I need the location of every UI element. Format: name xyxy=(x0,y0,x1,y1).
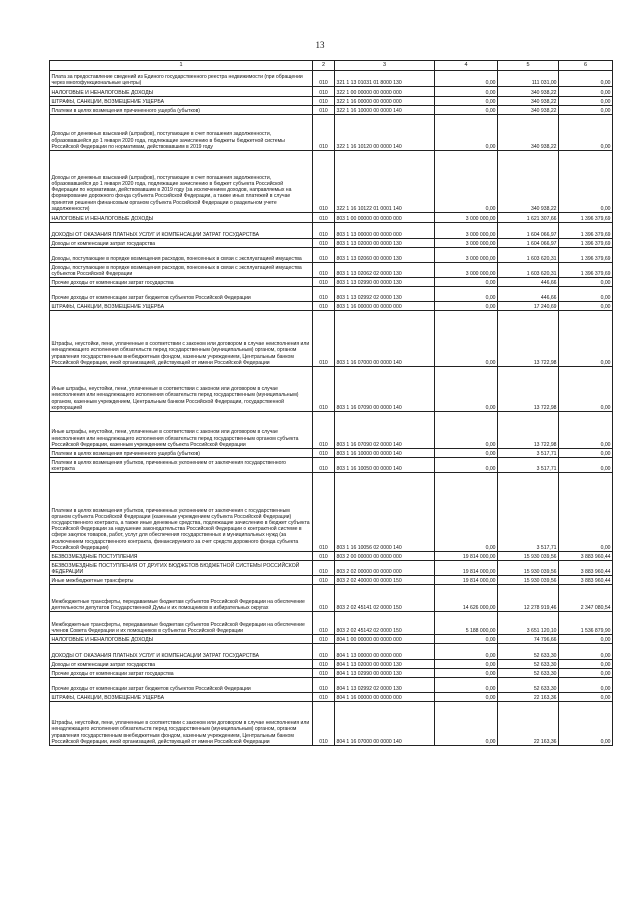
budget-classification-code: 322 1 00 00000 00 0000 000 xyxy=(335,87,435,97)
approved-plan: 0,00 xyxy=(435,678,498,693)
approved-plan: 0,00 xyxy=(435,458,498,473)
approved-plan: 0,00 xyxy=(435,367,498,412)
unexecuted-amount: 0,00 xyxy=(559,473,613,552)
table-row xyxy=(50,115,613,151)
unexecuted-amount: 3 883 960,44 xyxy=(559,576,613,585)
unexecuted-amount: 0,00 xyxy=(559,302,613,311)
budget-classification-code: 804 1 13 02000 00 0000 130 xyxy=(335,660,435,669)
unexecuted-amount: 0,00 xyxy=(559,458,613,473)
budget-classification-code: 803 2 00 00000 00 0000 000 xyxy=(335,552,435,561)
executed-amount: 22 163,36 xyxy=(498,702,559,746)
unexecuted-amount: 0,00 xyxy=(559,278,613,287)
income-name: Прочие доходы от компенсации затрат государства xyxy=(50,278,313,287)
table-row xyxy=(50,71,613,87)
executed-amount: 13 722,98 xyxy=(498,412,559,449)
approved-plan: 3 000 000,00 xyxy=(435,213,498,223)
unexecuted-amount: 3 883 960,44 xyxy=(559,552,613,561)
table-row xyxy=(50,239,613,248)
executed-amount: 446,66 xyxy=(498,287,559,302)
approved-plan: 0,00 xyxy=(435,151,498,213)
budget-classification-code: 322 1 16 10122 01 0001 140 xyxy=(335,151,435,213)
income-name: Доходы, поступающие в порядке возмещения расходов, понесенных в связи с эксплуатацией имущества субъектов Российской Федерации xyxy=(50,263,313,278)
table-header-row xyxy=(50,61,613,71)
income-name: ДОХОДЫ ОТ ОКАЗАНИЯ ПЛАТНЫХ УСЛУГ И КОМПЕНСАЦИИ ЗАТРАТ ГОСУДАРСТВА xyxy=(50,223,313,239)
unexecuted-amount: 0,00 xyxy=(559,678,613,693)
executed-amount: 22 163,36 xyxy=(498,693,559,702)
table-row xyxy=(50,449,613,458)
line-code: 010 xyxy=(313,702,335,746)
budget-classification-code: 803 2 02 45142 02 0000 150 xyxy=(335,612,435,635)
line-code: 010 xyxy=(313,263,335,278)
executed-amount: 1 604 066,97 xyxy=(498,223,559,239)
budget-classification-code: 803 1 16 07000 00 0000 140 xyxy=(335,311,435,367)
budget-classification-code: 321 1 13 01031 01 8000 130 xyxy=(335,71,435,87)
unexecuted-amount: 0,00 xyxy=(559,669,613,678)
line-code: 010 xyxy=(313,612,335,635)
approved-plan: 19 814 000,00 xyxy=(435,561,498,576)
budget-classification-code: 804 1 00 00000 00 0000 000 xyxy=(335,635,435,644)
unexecuted-amount: 0,00 xyxy=(559,644,613,660)
table-row xyxy=(50,311,613,367)
line-code: 010 xyxy=(313,239,335,248)
approved-plan: 0,00 xyxy=(435,635,498,644)
line-code: 010 xyxy=(313,71,335,87)
budget-classification-code: 803 1 13 02992 02 0000 130 xyxy=(335,287,435,302)
income-name: Платежи в целях возмещения убытков, причиненных уклонением от заключения государственного контракта xyxy=(50,458,313,473)
approved-plan: 0,00 xyxy=(435,644,498,660)
unexecuted-amount: 1 536 879,90 xyxy=(559,612,613,635)
line-code: 010 xyxy=(313,87,335,97)
executed-amount: 13 722,98 xyxy=(498,367,559,412)
approved-plan: 0,00 xyxy=(435,702,498,746)
budget-classification-code: 804 1 13 02990 00 0000 130 xyxy=(335,669,435,678)
line-code: 010 xyxy=(313,367,335,412)
table-row xyxy=(50,223,613,239)
executed-amount: 15 930 039,56 xyxy=(498,576,559,585)
line-code: 010 xyxy=(313,106,335,115)
executed-amount: 13 722,98 xyxy=(498,311,559,367)
budget-classification-code: 803 1 16 10056 02 0000 140 xyxy=(335,473,435,552)
table-row xyxy=(50,151,613,213)
table-row xyxy=(50,635,613,644)
line-code: 010 xyxy=(313,635,335,644)
line-code: 010 xyxy=(313,213,335,223)
table-row xyxy=(50,644,613,660)
income-name: Доходы, поступающие в порядке возмещения расходов, понесенных в связи с эксплуатацией имущества xyxy=(50,248,313,263)
approved-plan: 0,00 xyxy=(435,287,498,302)
line-code: 010 xyxy=(313,449,335,458)
approved-plan: 5 188 000,00 xyxy=(435,612,498,635)
income-name: Платежи в целях возмещения причиненного ущерба (убытков) xyxy=(50,449,313,458)
line-code: 010 xyxy=(313,552,335,561)
executed-amount: 12 278 919,46 xyxy=(498,585,559,612)
budget-classification-code: 803 1 16 07090 02 0000 140 xyxy=(335,412,435,449)
table-row xyxy=(50,561,613,576)
unexecuted-amount: 1 396 379,69 xyxy=(559,223,613,239)
line-code: 010 xyxy=(313,287,335,302)
executed-amount: 1 603 620,31 xyxy=(498,263,559,278)
line-code: 010 xyxy=(313,678,335,693)
line-code: 010 xyxy=(313,561,335,576)
table-row xyxy=(50,678,613,693)
budget-classification-code: 804 1 16 07000 00 0000 140 xyxy=(335,702,435,746)
executed-amount: 3 517,71 xyxy=(498,458,559,473)
unexecuted-amount: 0,00 xyxy=(559,287,613,302)
approved-plan: 3 000 000,00 xyxy=(435,263,498,278)
unexecuted-amount: 1 396 379,69 xyxy=(559,213,613,223)
unexecuted-amount: 0,00 xyxy=(559,87,613,97)
executed-amount: 74 796,66 xyxy=(498,635,559,644)
income-name: ШТРАФЫ, САНКЦИИ, ВОЗМЕЩЕНИЕ УЩЕРБА xyxy=(50,97,313,106)
table-row xyxy=(50,473,613,552)
income-name: НАЛОГОВЫЕ И НЕНАЛОГОВЫЕ ДОХОДЫ xyxy=(50,87,313,97)
income-name: Доходы от компенсации затрат государства xyxy=(50,660,313,669)
executed-amount: 340 938,22 xyxy=(498,151,559,213)
executed-amount: 52 633,30 xyxy=(498,644,559,660)
approved-plan: 0,00 xyxy=(435,97,498,106)
approved-plan: 14 626 000,00 xyxy=(435,585,498,612)
table-row xyxy=(50,412,613,449)
executed-amount: 340 938,22 xyxy=(498,87,559,97)
budget-classification-code: 803 1 16 07090 00 0000 140 xyxy=(335,367,435,412)
approved-plan: 0,00 xyxy=(435,278,498,287)
approved-plan: 0,00 xyxy=(435,412,498,449)
executed-amount: 1 603 620,31 xyxy=(498,248,559,263)
column-header: 5 xyxy=(498,61,559,71)
table-row xyxy=(50,367,613,412)
budget-classification-code: 322 1 16 10120 00 0000 140 xyxy=(335,115,435,151)
income-name: Иные межбюджетные трансферты xyxy=(50,576,313,585)
unexecuted-amount: 0,00 xyxy=(559,412,613,449)
budget-classification-code: 803 1 13 02062 02 0000 130 xyxy=(335,263,435,278)
approved-plan: 0,00 xyxy=(435,660,498,669)
approved-plan: 0,00 xyxy=(435,106,498,115)
budget-classification-code: 803 1 13 00000 00 0000 000 xyxy=(335,223,435,239)
table-row xyxy=(50,302,613,311)
unexecuted-amount: 1 396 379,69 xyxy=(559,263,613,278)
budget-classification-code: 803 1 13 02990 00 0000 130 xyxy=(335,278,435,287)
executed-amount: 1 621 307,66 xyxy=(498,213,559,223)
budget-classification-code: 803 2 02 40000 00 0000 150 xyxy=(335,576,435,585)
approved-plan: 3 000 000,00 xyxy=(435,248,498,263)
unexecuted-amount: 0,00 xyxy=(559,449,613,458)
table-row xyxy=(50,287,613,302)
line-code: 010 xyxy=(313,278,335,287)
line-code: 010 xyxy=(313,302,335,311)
table-row xyxy=(50,660,613,669)
line-code: 010 xyxy=(313,151,335,213)
table-row xyxy=(50,669,613,678)
executed-amount: 52 633,30 xyxy=(498,660,559,669)
budget-classification-code: 804 1 16 00000 00 0000 000 xyxy=(335,693,435,702)
approved-plan: 3 000 000,00 xyxy=(435,223,498,239)
line-code: 010 xyxy=(313,97,335,106)
table-row xyxy=(50,97,613,106)
approved-plan: 0,00 xyxy=(435,71,498,87)
executed-amount: 15 930 039,56 xyxy=(498,552,559,561)
table-row xyxy=(50,248,613,263)
table-row xyxy=(50,693,613,702)
income-name: ШТРАФЫ, САНКЦИИ, ВОЗМЕЩЕНИЕ УЩЕРБА xyxy=(50,302,313,311)
line-code: 010 xyxy=(313,311,335,367)
line-code: 010 xyxy=(313,669,335,678)
table-row xyxy=(50,87,613,97)
unexecuted-amount: 0,00 xyxy=(559,106,613,115)
unexecuted-amount: 0,00 xyxy=(559,702,613,746)
budget-classification-code: 804 1 13 02992 02 0000 130 xyxy=(335,678,435,693)
unexecuted-amount: 0,00 xyxy=(559,115,613,151)
approved-plan: 0,00 xyxy=(435,473,498,552)
income-name: Прочие доходы от компенсации затрат бюджетов субъектов Российской Федерации xyxy=(50,678,313,693)
income-name: Штрафы, неустойки, пени, уплаченные в соответствии с законом или договором в случае неисполнения или ненадлежащего исполнения обязательств перед государственным (муниципальным) органом, органом управления государственным внебюджетным фондом, казенным учреждением, Центральным банком Российской Федерации, иной организацией, действующей от имени Российской Федерации xyxy=(50,311,313,367)
column-header: 1 xyxy=(50,61,313,71)
table-row xyxy=(50,576,613,585)
income-name: ШТРАФЫ, САНКЦИИ, ВОЗМЕЩЕНИЕ УЩЕРБА xyxy=(50,693,313,702)
line-code: 010 xyxy=(313,115,335,151)
table-row xyxy=(50,585,613,612)
approved-plan: 0,00 xyxy=(435,669,498,678)
unexecuted-amount: 1 396 379,69 xyxy=(559,248,613,263)
income-name: Доходы от денежных взысканий (штрафов), поступающие в счет погашения задолженности, образовавшейся до 1 января 2020 года, подлежащие зачислению в бюджеты бюджетной системы Российской Федерации по нормативам, действовавшим в 2019 году xyxy=(50,115,313,151)
unexecuted-amount: 0,00 xyxy=(559,635,613,644)
income-name: НАЛОГОВЫЕ И НЕНАЛОГОВЫЕ ДОХОДЫ xyxy=(50,213,313,223)
executed-amount: 446,66 xyxy=(498,278,559,287)
approved-plan: 0,00 xyxy=(435,693,498,702)
executed-amount: 17 240,69 xyxy=(498,302,559,311)
unexecuted-amount: 0,00 xyxy=(559,151,613,213)
budget-classification-code: 803 1 16 10050 00 0000 140 xyxy=(335,458,435,473)
budget-classification-code: 803 2 02 00000 00 0000 000 xyxy=(335,561,435,576)
income-name: Межбюджетные трансферты, передаваемые бюджетам субъектов Российской Федерации на обеспечение деятельности депутатов Государственной Думы и их помощников в избирательных округах xyxy=(50,585,313,612)
column-header: 2 xyxy=(313,61,335,71)
approved-plan: 19 814 000,00 xyxy=(435,576,498,585)
budget-classification-code: 803 1 16 00000 00 0000 000 xyxy=(335,302,435,311)
page-number: 13 xyxy=(315,40,325,50)
column-header: 6 xyxy=(559,61,613,71)
unexecuted-amount: 0,00 xyxy=(559,97,613,106)
column-header: 3 xyxy=(335,61,435,71)
table-row xyxy=(50,458,613,473)
unexecuted-amount: 3 883 960,44 xyxy=(559,561,613,576)
budget-classification-code: 803 1 13 02060 00 0000 130 xyxy=(335,248,435,263)
unexecuted-amount: 1 396 379,69 xyxy=(559,239,613,248)
income-name: Доходы от денежных взысканий (штрафов), поступающие в счет погашения задолженности, образовавшейся до 1 января 2020 года, подлежащие зачислению в бюджет субъекта Российской Федерации по нормативам, действовавшим в 2019 году (за исключением доходов, направляемых на формирование дорожного фонда субъекта Российской Федерации, а также иных платежей в случае принятия решения финансовым органом субъекта Российской Федерации о раздельном учете задолженности) xyxy=(50,151,313,213)
income-name: Межбюджетные трансферты, передаваемые бюджетам субъектов Российской Федерации на обеспечение членов Совета Федерации и их помощников в субъектах Российской Федерации xyxy=(50,612,313,635)
approved-plan: 0,00 xyxy=(435,302,498,311)
table-row xyxy=(50,213,613,223)
income-name: Платежи в целях возмещения убытков, причиненных уклонением от заключения с государственным органом субъекта Российской Федерации (казенным учреждением субъекта Российской Федерации) государственного контракта, а также иные денежные средства, подлежащие зачислению в бюджет субъекта Российской Федерации за нарушение законодательства Российской Федерации о контрактной системе в сфере закупок товаров, работ, услуг для обеспечения государственных и муниципальных нужд (за исключением государственного контракта, финансируемого за счет средств дорожного фонда субъекта Российской Федерации) xyxy=(50,473,313,552)
budget-classification-code: 804 1 13 00000 00 0000 000 xyxy=(335,644,435,660)
approved-plan: 0,00 xyxy=(435,449,498,458)
revenue-table xyxy=(49,60,613,746)
approved-plan: 19 814 000,00 xyxy=(435,552,498,561)
income-name: БЕЗВОЗМЕЗДНЫЕ ПОСТУПЛЕНИЯ ОТ ДРУГИХ БЮДЖЕТОВ БЮДЖЕТНОЙ СИСТЕМЫ РОССИЙСКОЙ ФЕДЕРАЦИИ xyxy=(50,561,313,576)
income-name: Доходы от компенсации затрат государства xyxy=(50,239,313,248)
line-code: 010 xyxy=(313,223,335,239)
executed-amount: 3 651 120,10 xyxy=(498,612,559,635)
unexecuted-amount: 2 347 080,54 xyxy=(559,585,613,612)
table-row xyxy=(50,612,613,635)
budget-classification-code: 803 2 02 45141 02 0000 150 xyxy=(335,585,435,612)
approved-plan: 0,00 xyxy=(435,115,498,151)
table-row xyxy=(50,702,613,746)
table-row xyxy=(50,263,613,278)
unexecuted-amount: 0,00 xyxy=(559,71,613,87)
unexecuted-amount: 0,00 xyxy=(559,367,613,412)
income-name: Прочие доходы от компенсации затрат бюджетов субъектов Российской Федерации xyxy=(50,287,313,302)
budget-classification-code: 803 1 16 10000 00 0000 140 xyxy=(335,449,435,458)
executed-amount: 340 938,22 xyxy=(498,106,559,115)
table-row xyxy=(50,278,613,287)
executed-amount: 3 517,71 xyxy=(498,449,559,458)
unexecuted-amount: 0,00 xyxy=(559,660,613,669)
income-name: Плата за предоставление сведений из Единого государственного реестра недвижимости (при обращении через многофункциональные центры) xyxy=(50,71,313,87)
income-name: Иные штрафы, неустойки, пени, уплаченные в соответствии с законом или договором в случае неисполнения или ненадлежащего исполнения обязательств перед государственным органом субъекта Российской Федерации, казенным учреждением субъекта Российской Федерации xyxy=(50,412,313,449)
line-code: 010 xyxy=(313,412,335,449)
line-code: 010 xyxy=(313,660,335,669)
executed-amount: 15 930 039,56 xyxy=(498,561,559,576)
executed-amount: 111 031,00 xyxy=(498,71,559,87)
line-code: 010 xyxy=(313,458,335,473)
executed-amount: 52 633,30 xyxy=(498,669,559,678)
column-header: 4 xyxy=(435,61,498,71)
executed-amount: 340 938,22 xyxy=(498,115,559,151)
line-code: 010 xyxy=(313,585,335,612)
budget-classification-code: 322 1 16 10000 00 0000 140 xyxy=(335,106,435,115)
line-code: 010 xyxy=(313,644,335,660)
executed-amount: 3 517,71 xyxy=(498,473,559,552)
executed-amount: 1 604 066,97 xyxy=(498,239,559,248)
budget-classification-code: 803 1 00 00000 00 0000 000 xyxy=(335,213,435,223)
income-name: Прочие доходы от компенсации затрат государства xyxy=(50,669,313,678)
approved-plan: 0,00 xyxy=(435,311,498,367)
income-name: БЕЗВОЗМЕЗДНЫЕ ПОСТУПЛЕНИЯ xyxy=(50,552,313,561)
table-row xyxy=(50,106,613,115)
unexecuted-amount: 0,00 xyxy=(559,693,613,702)
line-code: 010 xyxy=(313,248,335,263)
executed-amount: 340 938,22 xyxy=(498,97,559,106)
line-code: 010 xyxy=(313,693,335,702)
income-name: НАЛОГОВЫЕ И НЕНАЛОГОВЫЕ ДОХОДЫ xyxy=(50,635,313,644)
line-code: 010 xyxy=(313,576,335,585)
unexecuted-amount: 0,00 xyxy=(559,311,613,367)
line-code: 010 xyxy=(313,473,335,552)
budget-classification-code: 803 1 13 02000 00 0000 130 xyxy=(335,239,435,248)
table-row xyxy=(50,552,613,561)
approved-plan: 0,00 xyxy=(435,87,498,97)
income-name: ДОХОДЫ ОТ ОКАЗАНИЯ ПЛАТНЫХ УСЛУГ И КОМПЕНСАЦИИ ЗАТРАТ ГОСУДАРСТВА xyxy=(50,644,313,660)
income-name: Иные штрафы, неустойки, пени, уплаченные в соответствии с законом или договором в случае неисполнения или ненадлежащего исполнения обязательств перед государственным (муниципальным) органом, казенным учреждением, Центральным банком Российской Федерации, государственной корпорацией xyxy=(50,367,313,412)
budget-classification-code: 322 1 16 00000 00 0000 000 xyxy=(335,97,435,106)
income-name: Штрафы, неустойки, пени, уплаченные в соответствии с законом или договором в случае неисполнения или ненадлежащего исполнения обязательств перед государственным (муниципальным) органом, органом управления государственным внебюджетным фондом, казенным учреждением, Центральным банком Российской Федерации, иной организацией, действующей от имени Российской Федерации xyxy=(50,702,313,746)
executed-amount: 52 633,30 xyxy=(498,678,559,693)
approved-plan: 3 000 000,00 xyxy=(435,239,498,248)
income-name: Платежи в целях возмещения причиненного ущерба (убытков) xyxy=(50,106,313,115)
